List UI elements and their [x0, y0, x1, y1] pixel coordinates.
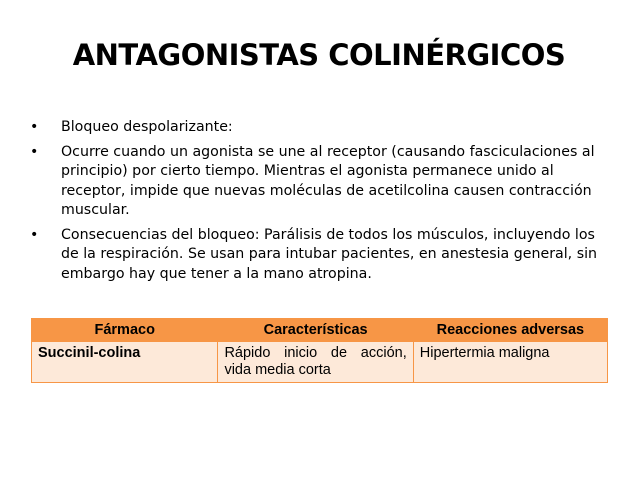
- cell-characteristics: Rápido inicio de acción, vida media corta: [218, 342, 413, 383]
- table-row: [32, 342, 608, 383]
- bullet-text: Bloqueo despolarizante:: [61, 119, 233, 135]
- cell-drug-name: Succinil-colina: [32, 342, 218, 383]
- bullet-list: [30, 118, 610, 289]
- slide-title: ANTAGONISTAS COLINÉRGICOS: [72, 38, 566, 72]
- bullet-text: Ocurre cuando un agonista se une al receptor (causando fasciculaciones al principio) por cierto tiempo. Mientras el agonista permanece unido al receptor, impide que nuevas moléculas de acetilcolina causen contracción muscular.: [61, 143, 595, 218]
- cell-adverse-reactions: Hipertermia maligna: [413, 342, 607, 383]
- table-header-row: [32, 319, 608, 342]
- bullet-item: [30, 118, 610, 138]
- header-caracteristicas: Características: [218, 319, 413, 342]
- bullet-dot-icon: •: [30, 119, 39, 135]
- bullet-item: [30, 143, 610, 221]
- bullet-text: Consecuencias del bloqueo: Parálisis de todos los músculos, incluyendo los de la respiración. Se usan para intubar pacientes, en anestesia general, sin embargo hay que tener a la mano atropina.: [61, 226, 598, 282]
- bullet-item: [30, 226, 610, 285]
- drug-table: [31, 318, 608, 383]
- header-farmaco: Fármaco: [32, 319, 218, 342]
- bullet-dot-icon: •: [30, 143, 39, 160]
- bullet-dot-icon: •: [30, 226, 39, 243]
- header-reacciones-adversas: Reacciones adversas: [413, 319, 607, 342]
